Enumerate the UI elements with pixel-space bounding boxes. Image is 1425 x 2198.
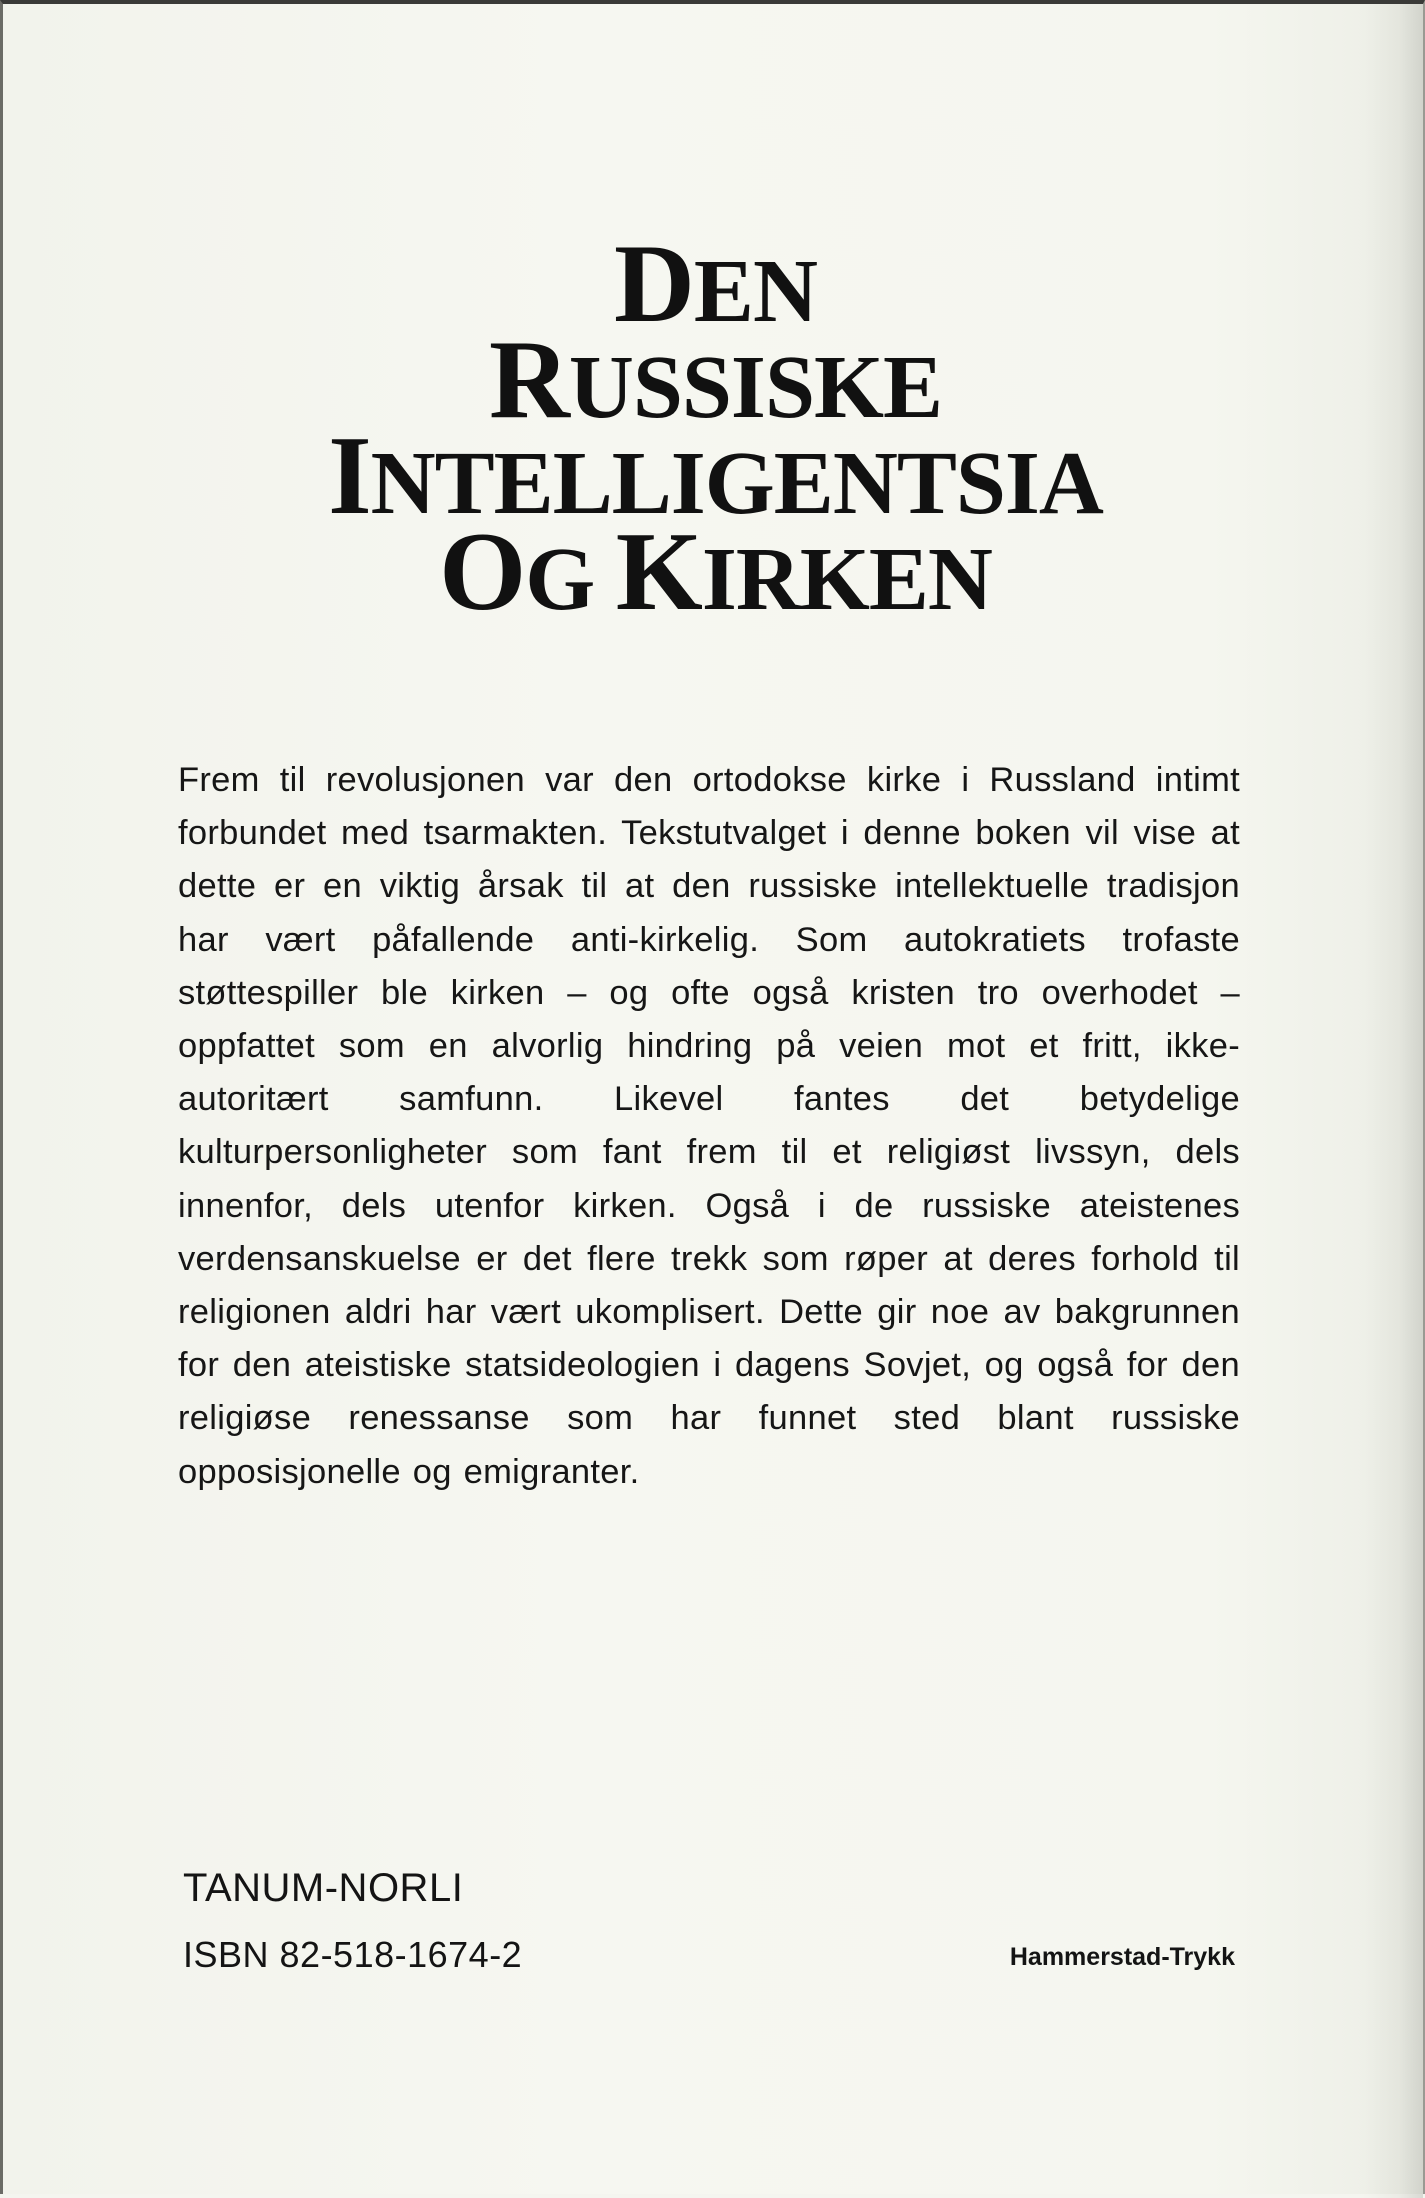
title-line-4 — [3, 510, 1425, 634]
title-line-3 — [3, 414, 1425, 538]
title-line-2-initial: R — [488, 318, 569, 442]
blurb-text: Frem til revolusjonen var den ortodokse kirke i Russland intimt forbundet med tsarmakten. Tekstutvalget i denne boken vil vise at dette er en viktig årsak til at den russiske intellektuelle tradisjon har vært påfallende anti-kirkelig. Som autokratiets trofaste støttespiller ble kirken – og ofte også kristen tro overhodet – oppfattet som en alvorlig hindring på veien mot et fritt, ikke-autoritært samfunn. Likevel fantes det betydelige kulturpersonligheter som fant frem til et religiøst livssyn, dels innenfor, dels utenfor kirken. Også i de russiske ateistenes verdensanskuelse er det flere trekk som røper at deres forhold til religionen aldri har vært ukomplisert. Dette gir noe av bakgrunnen for den ateistiske statsideologien i dagens Sovjet, og også for den religiøse renessanse som har funnet sted blant russiske opposisjonelle og emigranter. — [178, 761, 1240, 1491]
title-line-4-rest-2: IRKEN — [701, 530, 992, 629]
title-line-1 — [3, 222, 1425, 346]
title-line-2-rest: USSISKE — [568, 338, 943, 437]
printer-name: Hammerstad-Trykk — [1009, 1943, 1235, 1971]
title-line-3-rest: NTELLIGENTSIA — [370, 434, 1103, 533]
title-line-4-initial-1: O — [439, 510, 526, 634]
isbn-number: ISBN 82-518-1674-2 — [183, 1934, 523, 1975]
publisher-name: TANUM-NORLI — [183, 1866, 464, 1910]
title-line-1-rest: EN — [693, 242, 817, 341]
title-line-2 — [3, 318, 1425, 442]
title-line-4-initial-2: K — [615, 510, 702, 634]
book-title — [3, 222, 1425, 634]
title-line-3-initial: I — [328, 414, 371, 538]
title-line-1-initial: D — [614, 222, 694, 346]
title-line-4-rest-1: G — [525, 530, 616, 629]
